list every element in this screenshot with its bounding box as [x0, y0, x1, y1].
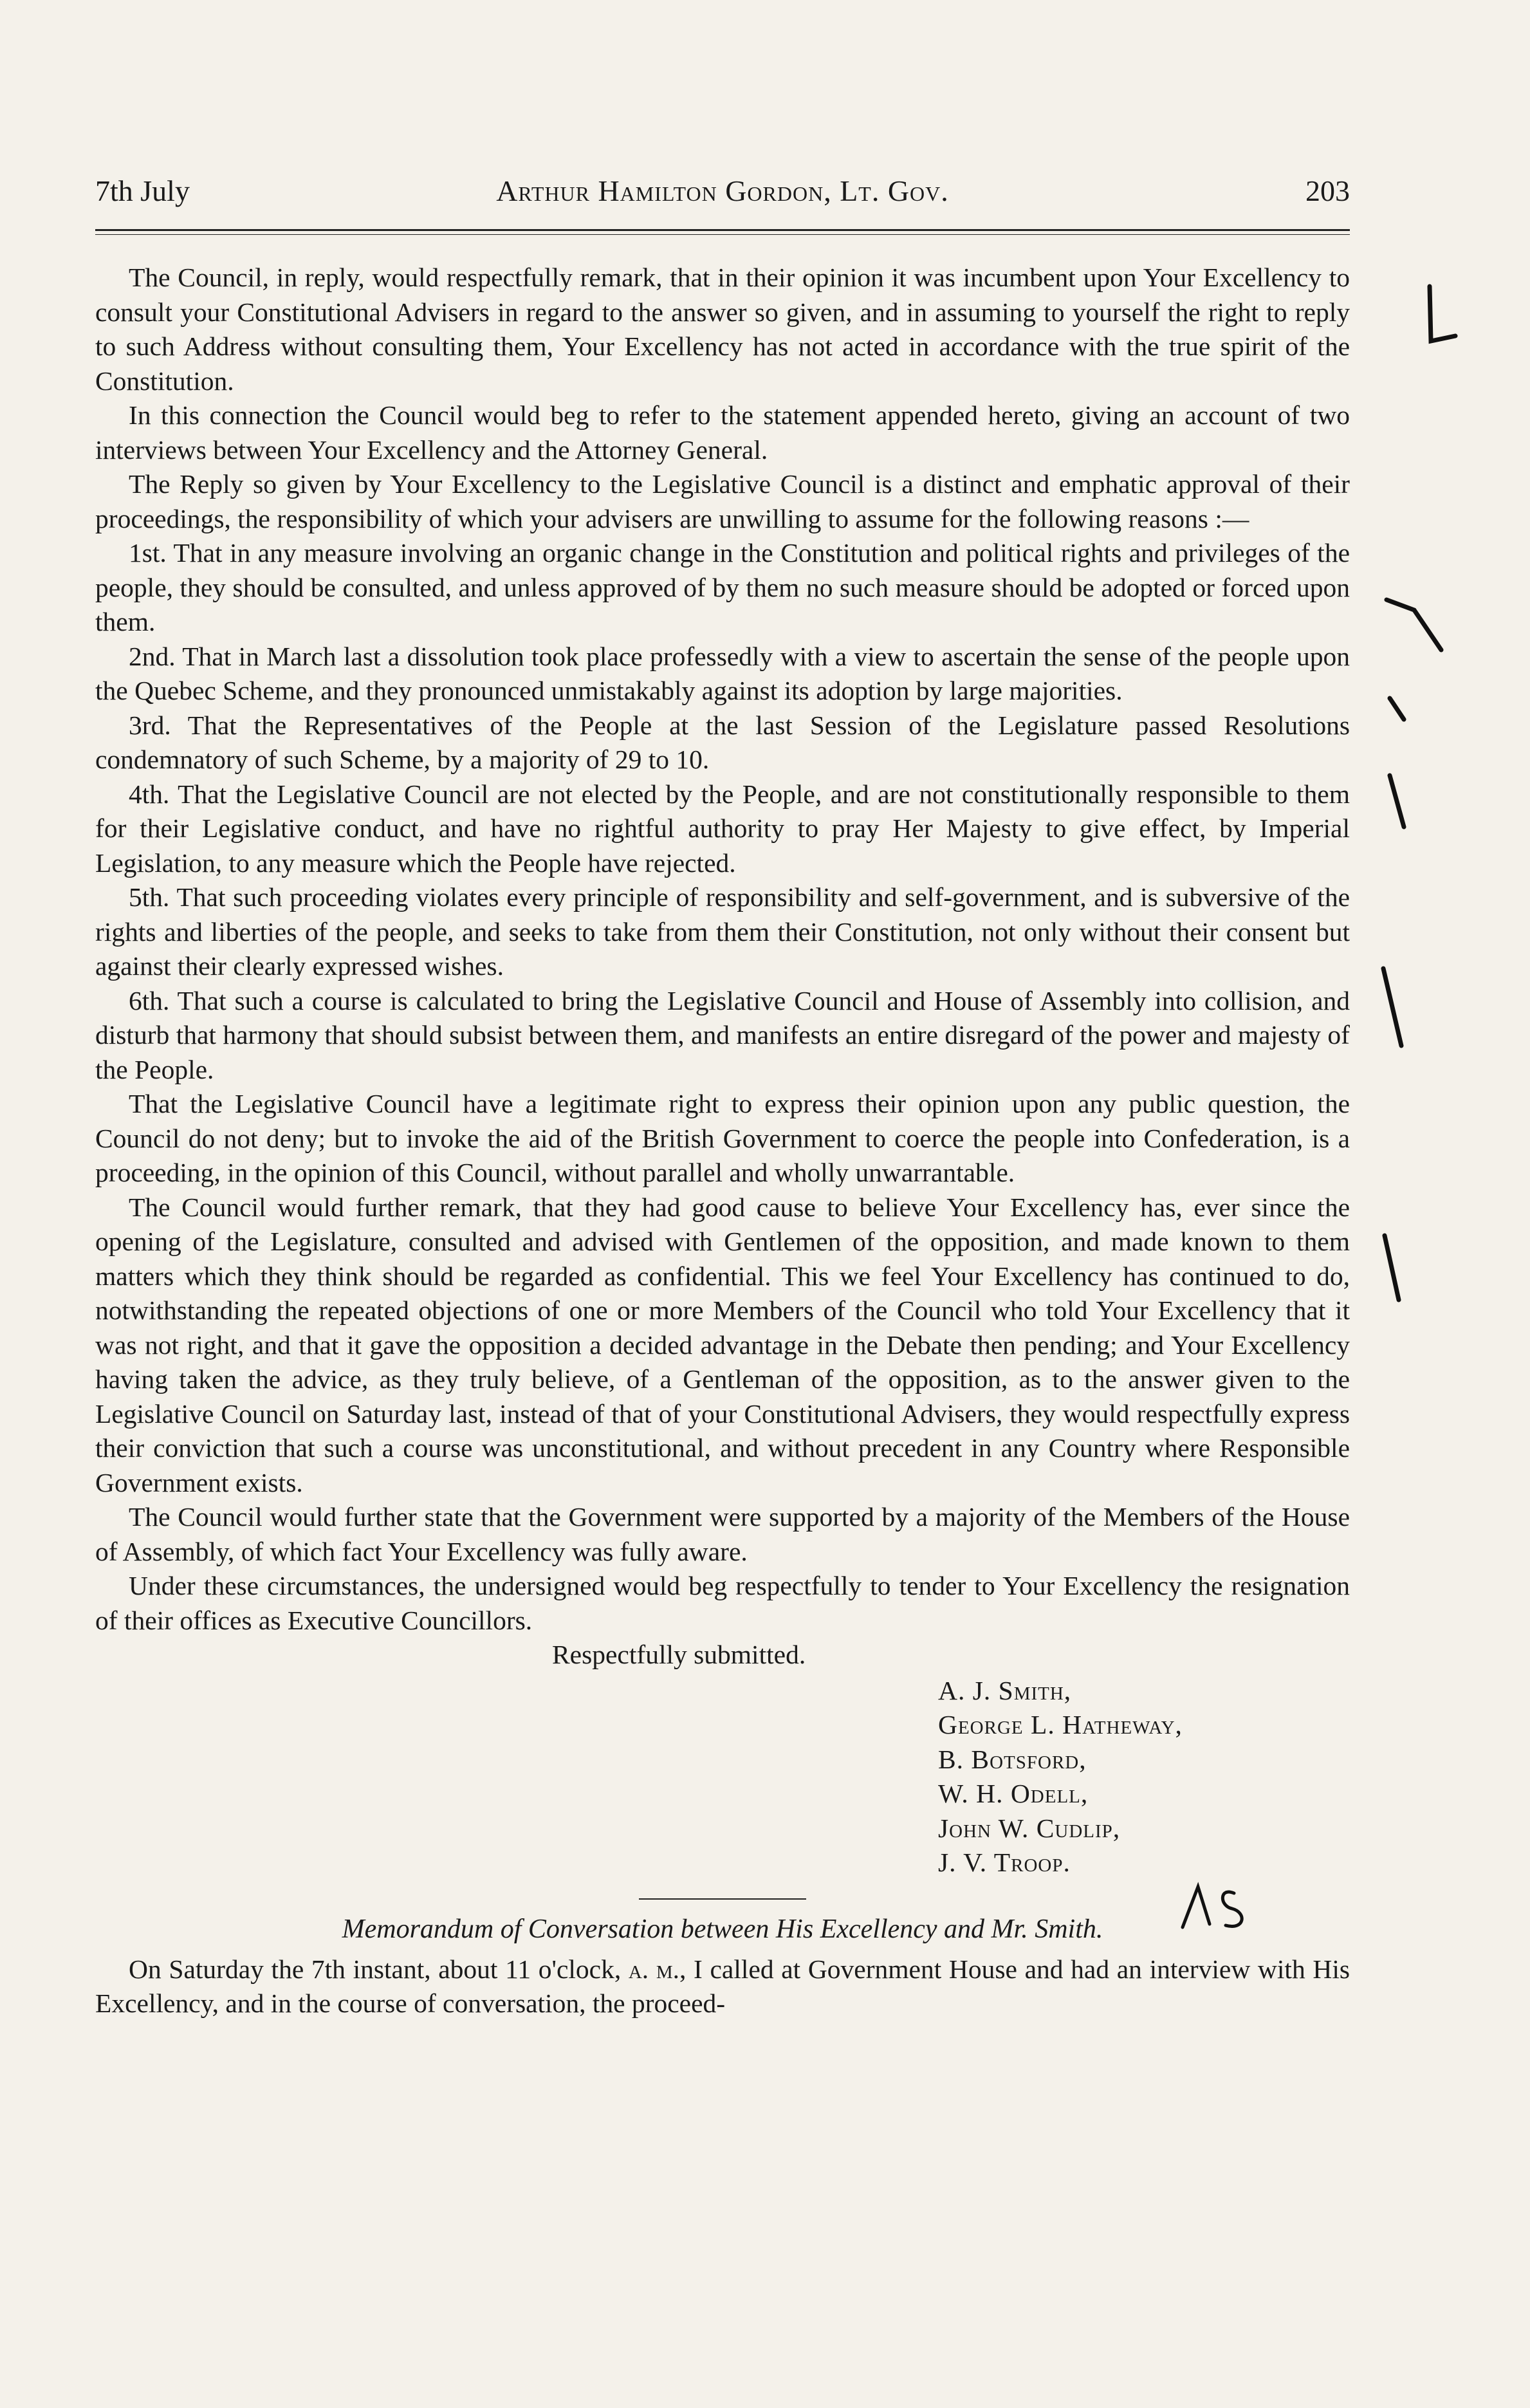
margin-mark-slash [1383, 968, 1401, 1046]
memo-time-marker: a. m., [628, 1954, 687, 1984]
closing-line: Respectfully submitted. [552, 1640, 806, 1669]
signature-block [95, 1674, 1350, 1880]
memo-text-after: I called at Government House and had an interview with His Excellency, and in the course of conversation, the proceed- [95, 1954, 1350, 2018]
signatory: J. V. Troop. [938, 1848, 1071, 1877]
paragraph: Under these circumstances, the undersigned would beg respectfully to tender to Your Excellency the resignation of their offices as Executive Councillors. [95, 1571, 1350, 1635]
letter-body [95, 261, 1350, 1638]
page-number: 203 [1305, 174, 1350, 207]
section-divider [639, 1898, 806, 1900]
document-page [95, 174, 1350, 2021]
margin-mark-l [1430, 286, 1455, 341]
paragraph: 6th. That such a course is calculated to bring the Legislative Council and House of Assembly into collision, and disturb that harmony that should subsist between them, and manifests an entire disregard of the power and majesty of the People. [95, 985, 1350, 1084]
paragraph: The Council, in reply, would respectfully remark, that in their opinion it was incumbent upon Your Excellency to consult your Constitutional Advisers in regard to the answer so given, and in assuming to yourself the right to reply to such Address without consulting them, Your Excellency has not acted in accordance with the true spirit of the Constitution. [95, 263, 1350, 396]
signatory: George L. Hatheway, [938, 1710, 1183, 1739]
header-date: 7th July [95, 174, 190, 207]
memo-title: Memorandum of Conversation between His Excellency and Mr. Smith. [342, 1914, 1103, 1944]
margin-mark-slash [1387, 600, 1441, 650]
memo-paragraph [95, 1952, 1350, 2021]
header-rule-thick [95, 229, 1350, 231]
margin-mark-slash [1385, 1236, 1399, 1300]
signatory: W. H. Odell, [938, 1779, 1089, 1808]
paragraph: In this connection the Council would beg to refer to the statement appended hereto, giving an account of two interviews between Your Excellency and the Attorney General. [95, 400, 1350, 465]
header-rule-thin [95, 234, 1350, 235]
paragraph: The Council would further state that the Government were supported by a majority of the Members of the House of Assembly, of which fact Your Excellency was fully aware. [95, 1502, 1350, 1566]
signatory: John W. Cudlip, [938, 1813, 1121, 1843]
signatory: A. J. Smith, [938, 1675, 1072, 1705]
paragraph: 3rd. That the Representatives of the People at the last Session of the Legislature passed Resolutions condemnatory of such Scheme, by a majority of 29 to 10. [95, 710, 1350, 774]
paragraph: 5th. That such proceeding violates every principle of responsibility and self-government, and is subversive of the rights and liberties of the people, and seeks to take from them their Constitution, not only without their consent but against their clearly expressed wishes. [95, 882, 1350, 981]
paragraph: 2nd. That in March last a dissolution took place professedly with a view to ascertain the sense of the people upon the Quebec Scheme, and they pronounced unmistakably against its adoption by large majorities. [95, 641, 1350, 705]
paragraph: That the Legislative Council have a legitimate right to express their opinion upon any public question, the Council do not deny; but to invoke the aid of the British Government to coerce the people into Confederation, is a proceeding, in the opinion of this Council, without parallel and wholly unwarrantable. [95, 1089, 1350, 1187]
paragraph: 1st. That in any measure involving an organic change in the Constitution and political rights and privileges of the people, they should be consulted, and unless approved of by them no such measure should be adopted or forced upon them. [95, 538, 1350, 636]
memo-text-before: On Saturday the 7th instant, about 11 o'clock, [129, 1954, 622, 1984]
running-header [95, 174, 1350, 225]
signatory: B. Botsford, [938, 1744, 1087, 1774]
margin-mark-slash [1390, 698, 1404, 719]
memo-body [95, 1952, 1350, 2021]
paragraph: The Reply so given by Your Excellency to the Legislative Council is a distinct and emphatic approval of their proceedings, the responsibility of which your advisers are unwilling to assume for the following reasons :— [95, 469, 1350, 533]
margin-mark-slash [1390, 775, 1404, 827]
header-title: Arthur Hamilton Gordon, Lt. Gov. [496, 174, 949, 207]
paragraph: The Council would further remark, that they had good cause to believe Your Excellency has, ever since the opening of the Legislature, consulted and advised with Gentlemen of the opposition, and made known to them matters which they think should be regarded as confidential. This we feel Your Excellency has continued to do, notwithstanding the repeated objections of one or more Members of the Council who told Your Excellency that it was not right, and that it gave the opposition a decided advantage in the Debate then pending; and Your Excellency having taken the advice, as they truly believe, of a Gentleman of the opposition, as to the answer given to the Legislative Council on Saturday last, instead of that of your Constitutional Advisers, they would respectfully express their conviction that such a course was unconstitutional, and without precedent in any Country where Responsible Government exists. [95, 1192, 1350, 1497]
paragraph: 4th. That the Legislative Council are not elected by the People, and are not constitutionally responsible to them for their Legislative conduct, and have no rightful authority to pray Her Majesty to give effect, by Imperial Legislation, to any measure which the People have rejected. [95, 779, 1350, 878]
